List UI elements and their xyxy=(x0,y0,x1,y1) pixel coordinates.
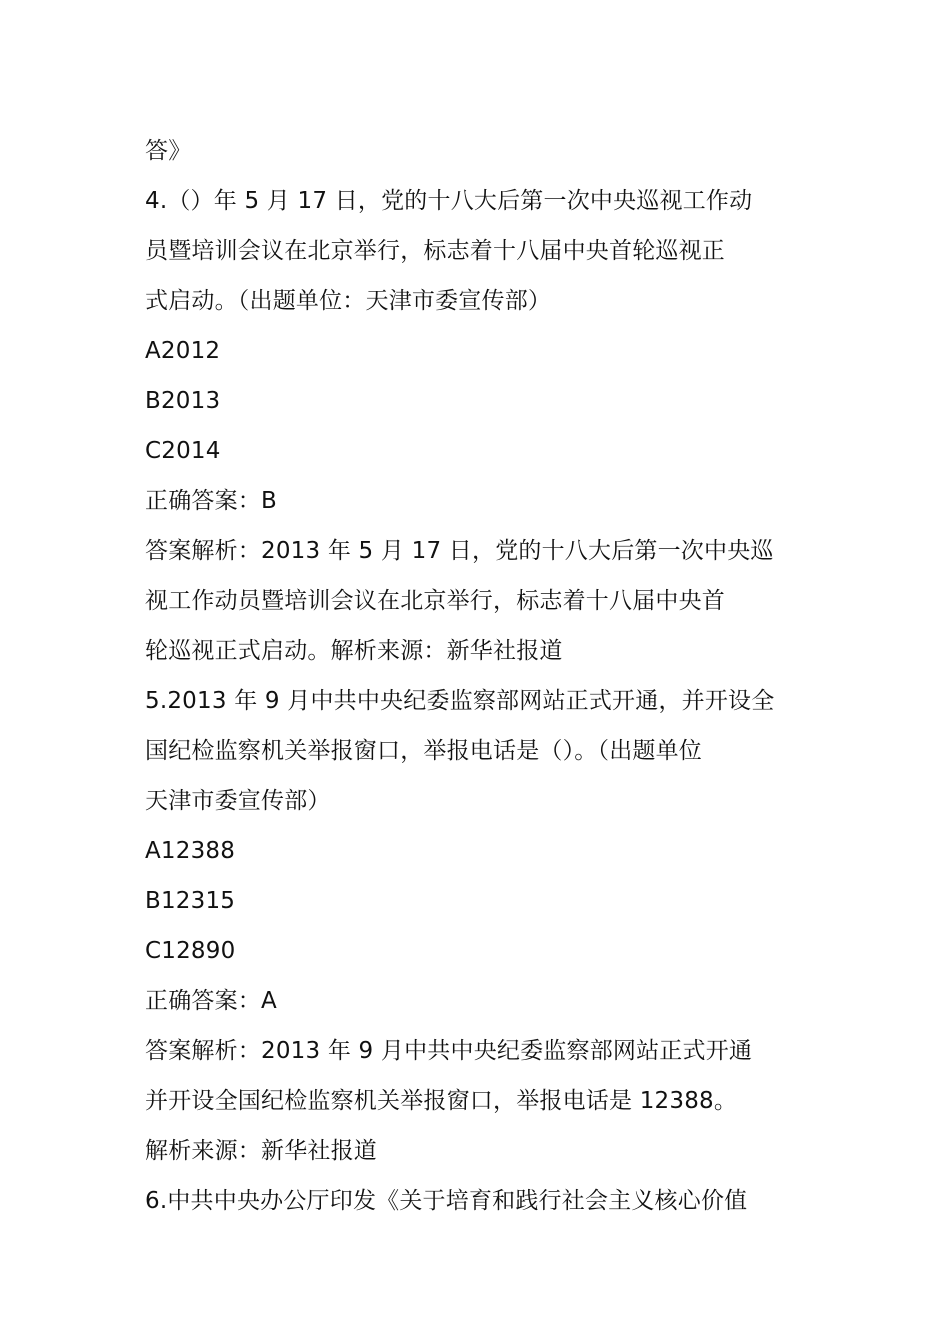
correct-answer: 正确答案：A xyxy=(145,988,277,1014)
explanation-source: 解析来源：新华社报道 xyxy=(145,1138,377,1164)
answer-explanation: 答案解析：2013 年 9 月中共中央纪委监察部网站正式开通 xyxy=(145,1038,753,1064)
question-6-text: 6.中共中央办公厅印发《关于培育和践行社会主义核心价值 xyxy=(145,1188,748,1214)
question-4-text: 员暨培训会议在北京举行，标志着十八届中央首轮巡视正 xyxy=(145,238,725,264)
question-5-text: 天津市委宣传部） xyxy=(145,788,331,814)
option-c: C2014 xyxy=(145,438,221,464)
answer-explanation: 视工作动员暨培训会议在北京举行，标志着十八届中央首 xyxy=(145,588,725,614)
option-b: B12315 xyxy=(145,888,236,914)
question-4-text: 式启动。（出题单位：天津市委宣传部） xyxy=(145,288,552,314)
question-5-text: 国纪检监察机关举报窗口，举报电话是（）。（出题单位 xyxy=(145,738,702,764)
option-a: A2012 xyxy=(145,338,221,364)
answer-explanation: 轮巡视正式启动。解析来源：新华社报道 xyxy=(145,638,563,664)
option-b: B2013 xyxy=(145,388,221,414)
option-a: A12388 xyxy=(145,838,236,864)
question-4-text: 4.（）年 5 月 17 日，党的十八大后第一次中央巡视工作动 xyxy=(145,188,753,214)
text-line: 答》 xyxy=(145,138,192,164)
document-body xyxy=(145,126,807,1226)
option-c: C12890 xyxy=(145,938,236,964)
answer-explanation: 并开设全国纪检监察机关举报窗口，举报电话是 12388。 xyxy=(145,1088,738,1114)
question-5-text: 5.2013 年 9 月中共中央纪委监察部网站正式开通，并开设全 xyxy=(145,688,775,714)
correct-answer: 正确答案：B xyxy=(145,488,277,514)
answer-explanation: 答案解析：2013 年 5 月 17 日，党的十八大后第一次中央巡 xyxy=(145,538,774,564)
